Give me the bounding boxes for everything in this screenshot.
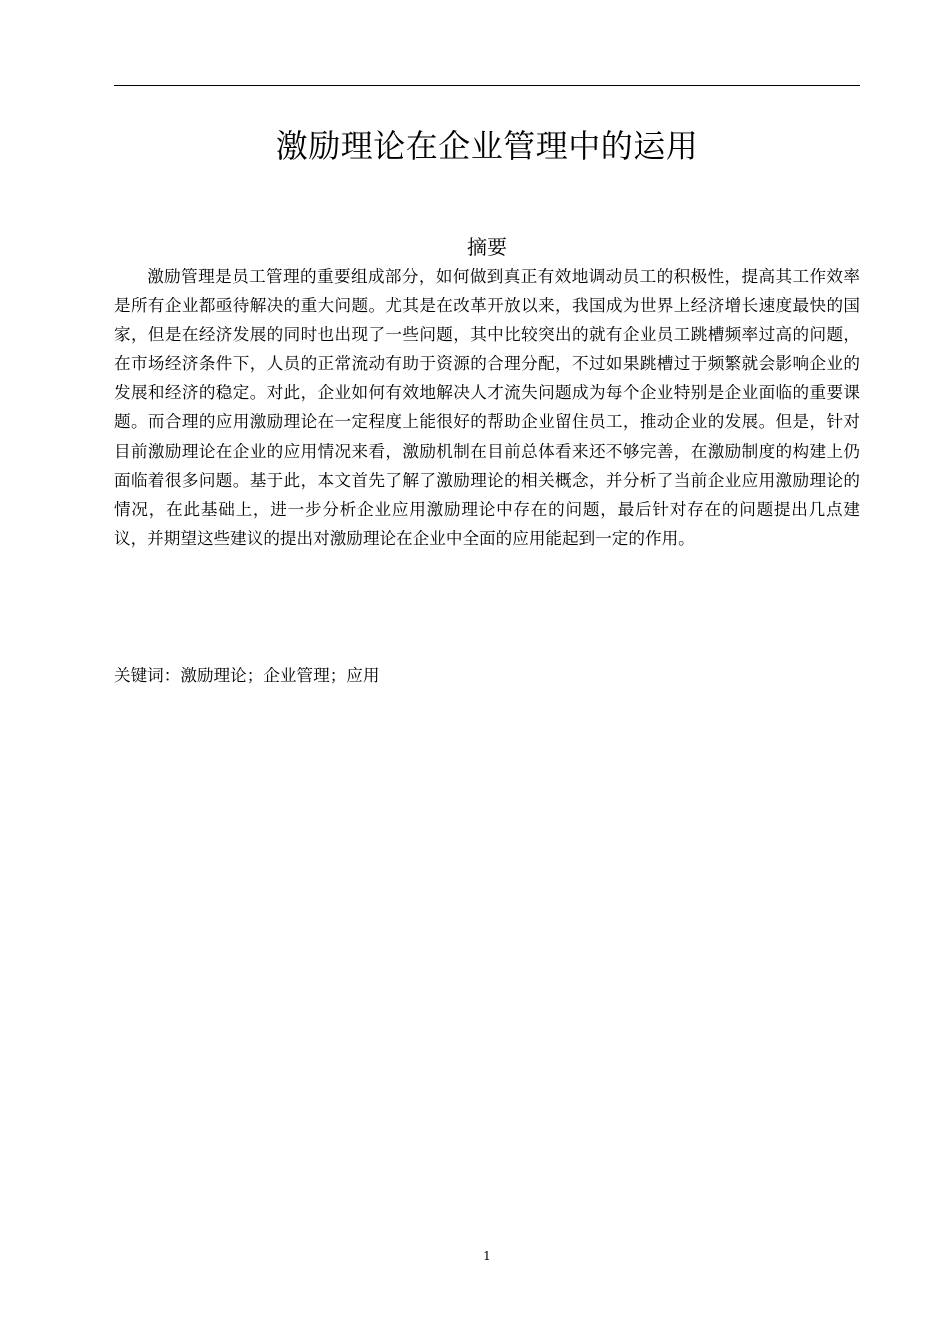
page-title: 激励理论在企业管理中的运用	[275, 127, 699, 165]
abstract-body: 激励管理是员工管理的重要组成部分，如何做到真正有效地调动员工的积极性，提高其工作效率是所有企业都亟待解决的重大问题。尤其是在改革开放以来，我国成为世界上经济增长速度最快的国家，但是在经济发展的同时也出现了一些问题，其中比较突出的就有企业员工跳槽频率过高的问题，在市场经济条件下，人员的正常流动有助于资源的合理分配，不过如果跳槽过于频繁就会影响企业的发展和经济的稳定。对此，企业如何有效地解决人才流失问题成为每个企业特别是企业面临的重要课题。而合理的应用激励理论在一定程度上能很好的帮助企业留住员工，推动企业的发展。但是，针对目前激励理论在企业的应用情况来看，激励机制在目前总体看来还不够完善，在激励制度的构建上仍面临着很多问题。基于此，本文首先了解了激励理论的相关概念，并分析了当前企业应用激励理论的情况，在此基础上，进一步分析企业应用激励理论中存在的问题，最后针对存在的问题提出几点建议，并期望这些建议的提出对激励理论在企业中全面的应用能起到一定的作用。	[114, 267, 860, 548]
keywords-label: 关键词：	[114, 666, 181, 685]
page-number: 1	[483, 1249, 491, 1263]
abstract-heading: 摘要	[467, 235, 507, 259]
keywords-line	[114, 662, 860, 690]
keywords-value: 激励理论；企业管理；应用	[180, 666, 380, 685]
header-rule	[114, 85, 860, 86]
